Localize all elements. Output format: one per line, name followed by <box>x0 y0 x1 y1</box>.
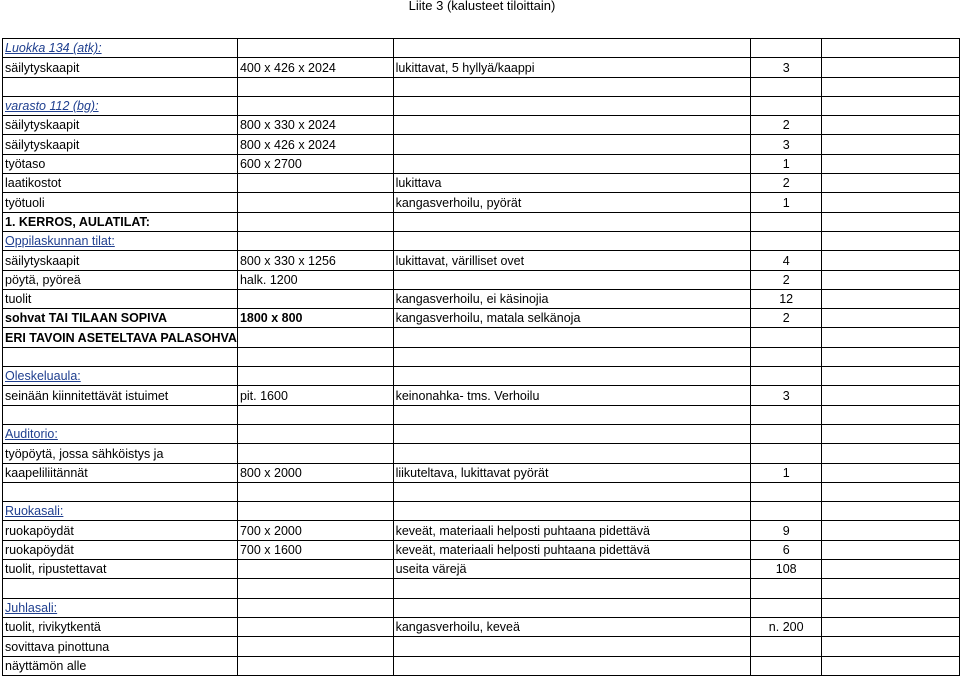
item-cell: 1. KERROS, AULATILAT: <box>3 212 238 231</box>
table-row <box>3 174 960 193</box>
quantity-cell: 9 <box>751 521 822 540</box>
notes-cell <box>393 77 751 96</box>
item-cell: Juhlasali: <box>3 598 238 617</box>
empty-cell <box>822 424 960 443</box>
empty-cell <box>822 347 960 366</box>
notes-cell <box>393 154 751 173</box>
dimensions-cell <box>237 579 393 598</box>
quantity-cell <box>751 444 822 463</box>
item-cell: näyttämön alle <box>3 656 238 675</box>
dimensions-cell: 700 x 2000 <box>237 521 393 540</box>
dimensions-cell: 1800 x 800 <box>237 309 393 328</box>
table-row <box>3 212 960 231</box>
notes-cell: keveät, materiaali helposti puhtaana pidettävä <box>393 521 751 540</box>
quantity-cell <box>751 39 822 58</box>
dimensions-cell: pit. 1600 <box>237 386 393 405</box>
table-row <box>3 637 960 656</box>
empty-cell <box>822 637 960 656</box>
dimensions-cell <box>237 39 393 58</box>
notes-cell <box>393 39 751 58</box>
empty-cell <box>822 386 960 405</box>
item-cell: pöytä, pyöreä <box>3 270 238 289</box>
dimensions-cell <box>237 96 393 115</box>
item-cell: säilytyskaapit <box>3 58 238 77</box>
quantity-cell: 3 <box>751 135 822 154</box>
quantity-cell <box>751 96 822 115</box>
notes-cell <box>393 328 751 347</box>
quantity-cell <box>751 328 822 347</box>
empty-cell <box>822 482 960 501</box>
empty-cell <box>822 212 960 231</box>
dimensions-cell <box>237 637 393 656</box>
quantity-cell: 2 <box>751 174 822 193</box>
quantity-cell: 12 <box>751 289 822 308</box>
quantity-cell: 6 <box>751 540 822 559</box>
dimensions-cell <box>237 289 393 308</box>
empty-cell <box>822 58 960 77</box>
table-row <box>3 598 960 617</box>
empty-cell <box>822 328 960 347</box>
empty-cell <box>822 96 960 115</box>
notes-cell: kangasverhoilu, ei käsinojia <box>393 289 751 308</box>
notes-cell: kangasverhoilu, matala selkänoja <box>393 309 751 328</box>
notes-cell <box>393 502 751 521</box>
empty-cell <box>822 656 960 675</box>
item-cell <box>3 579 238 598</box>
quantity-cell <box>751 212 822 231</box>
item-cell: sovittava pinottuna <box>3 637 238 656</box>
item-cell: Luokka 134 (atk): <box>3 39 238 58</box>
notes-cell <box>393 135 751 154</box>
dimensions-cell: 800 x 2000 <box>237 463 393 482</box>
notes-cell <box>393 212 751 231</box>
dimensions-cell <box>237 444 393 463</box>
furniture-table-body <box>3 39 960 676</box>
dimensions-cell: 800 x 330 x 2024 <box>237 116 393 135</box>
item-cell <box>3 405 238 424</box>
table-row <box>3 347 960 366</box>
notes-cell: useita värejä <box>393 560 751 579</box>
empty-cell <box>822 598 960 617</box>
notes-cell <box>393 270 751 289</box>
empty-cell <box>822 270 960 289</box>
dimensions-cell: 800 x 330 x 1256 <box>237 251 393 270</box>
empty-cell <box>822 174 960 193</box>
dimensions-cell <box>237 424 393 443</box>
notes-cell <box>393 424 751 443</box>
quantity-cell <box>751 367 822 386</box>
quantity-cell: 4 <box>751 251 822 270</box>
dimensions-cell <box>237 482 393 501</box>
notes-cell <box>393 367 751 386</box>
empty-cell <box>822 540 960 559</box>
notes-cell: kangasverhoilu, pyörät <box>393 193 751 212</box>
quantity-cell <box>751 347 822 366</box>
notes-cell: kangasverhoilu, keveä <box>393 617 751 636</box>
empty-cell <box>822 309 960 328</box>
item-cell: Oleskeluaula: <box>3 367 238 386</box>
empty-cell <box>822 367 960 386</box>
item-cell: ERI TAVOIN ASETELTAVA PALASOHVA <box>3 328 238 347</box>
table-row <box>3 77 960 96</box>
empty-cell <box>822 521 960 540</box>
quantity-cell: 1 <box>751 463 822 482</box>
notes-cell <box>393 579 751 598</box>
table-row <box>3 482 960 501</box>
notes-cell: keveät, materiaali helposti puhtaana pidettävä <box>393 540 751 559</box>
table-row <box>3 289 960 308</box>
item-cell: työpöytä, jossa sähköistys ja <box>3 444 238 463</box>
table-row <box>3 521 960 540</box>
item-cell: ruokapöydät <box>3 540 238 559</box>
table-row <box>3 193 960 212</box>
table-row <box>3 463 960 482</box>
item-cell: laatikostot <box>3 174 238 193</box>
dimensions-cell <box>237 598 393 617</box>
notes-cell <box>393 405 751 424</box>
empty-cell <box>822 231 960 250</box>
quantity-cell: 3 <box>751 386 822 405</box>
item-cell <box>3 347 238 366</box>
table-row <box>3 540 960 559</box>
table-row <box>3 617 960 636</box>
empty-cell <box>822 502 960 521</box>
table-row <box>3 405 960 424</box>
table-row <box>3 444 960 463</box>
notes-cell <box>393 637 751 656</box>
furniture-table <box>2 38 960 676</box>
table-row <box>3 39 960 58</box>
item-cell: sohvat TAI TILAAN SOPIVA <box>3 309 238 328</box>
quantity-cell: 1 <box>751 193 822 212</box>
item-cell: tuolit, ripustettavat <box>3 560 238 579</box>
quantity-cell <box>751 405 822 424</box>
empty-cell <box>822 289 960 308</box>
table-row <box>3 560 960 579</box>
table-row <box>3 424 960 443</box>
dimensions-cell <box>237 174 393 193</box>
dimensions-cell: 800 x 426 x 2024 <box>237 135 393 154</box>
dimensions-cell <box>237 193 393 212</box>
notes-cell: lukittava <box>393 174 751 193</box>
dimensions-cell: 600 x 2700 <box>237 154 393 173</box>
item-cell: säilytyskaapit <box>3 251 238 270</box>
item-cell <box>3 482 238 501</box>
dimensions-cell <box>237 328 393 347</box>
table-row <box>3 270 960 289</box>
item-cell: Auditorio: <box>3 424 238 443</box>
empty-cell <box>822 560 960 579</box>
notes-cell <box>393 96 751 115</box>
notes-cell <box>393 482 751 501</box>
dimensions-cell <box>237 77 393 96</box>
notes-cell: liikuteltava, lukittavat pyörät <box>393 463 751 482</box>
item-cell: työtuoli <box>3 193 238 212</box>
quantity-cell: 2 <box>751 116 822 135</box>
item-cell: tuolit <box>3 289 238 308</box>
dimensions-cell <box>237 617 393 636</box>
notes-cell: lukittavat, värilliset ovet <box>393 251 751 270</box>
quantity-cell <box>751 656 822 675</box>
item-cell: varasto 112 (bg): <box>3 96 238 115</box>
dimensions-cell: 400 x 426 x 2024 <box>237 58 393 77</box>
item-cell: ruokapöydät <box>3 521 238 540</box>
dimensions-cell <box>237 560 393 579</box>
dimensions-cell <box>237 231 393 250</box>
table-row <box>3 96 960 115</box>
item-cell <box>3 77 238 96</box>
quantity-cell <box>751 502 822 521</box>
quantity-cell <box>751 637 822 656</box>
empty-cell <box>822 116 960 135</box>
empty-cell <box>822 463 960 482</box>
table-row <box>3 386 960 405</box>
page-title: Liite 3 (kalusteet tiloittain) <box>408 0 556 13</box>
dimensions-cell <box>237 656 393 675</box>
notes-cell <box>393 347 751 366</box>
empty-cell <box>822 39 960 58</box>
item-cell: työtaso <box>3 154 238 173</box>
quantity-cell: n. 200 <box>751 617 822 636</box>
notes-cell <box>393 444 751 463</box>
item-cell: säilytyskaapit <box>3 135 238 154</box>
table-row <box>3 135 960 154</box>
empty-cell <box>822 154 960 173</box>
notes-cell <box>393 598 751 617</box>
table-row <box>3 116 960 135</box>
dimensions-cell <box>237 212 393 231</box>
item-cell: Ruokasali: <box>3 502 238 521</box>
quantity-cell <box>751 231 822 250</box>
quantity-cell: 2 <box>751 270 822 289</box>
empty-cell <box>822 617 960 636</box>
item-cell: kaapeliliitännät <box>3 463 238 482</box>
quantity-cell <box>751 77 822 96</box>
quantity-cell: 3 <box>751 58 822 77</box>
dimensions-cell: 700 x 1600 <box>237 540 393 559</box>
quantity-cell <box>751 482 822 501</box>
quantity-cell <box>751 424 822 443</box>
item-cell: säilytyskaapit <box>3 116 238 135</box>
notes-cell: lukittavat, 5 hyllyä/kaappi <box>393 58 751 77</box>
notes-cell <box>393 116 751 135</box>
table-row <box>3 251 960 270</box>
table-row <box>3 579 960 598</box>
table-row <box>3 502 960 521</box>
notes-cell: keinonahka- tms. Verhoilu <box>393 386 751 405</box>
dimensions-cell <box>237 367 393 386</box>
item-cell: Oppilaskunnan tilat: <box>3 231 238 250</box>
dimensions-cell <box>237 347 393 366</box>
quantity-cell <box>751 579 822 598</box>
table-row <box>3 367 960 386</box>
dimensions-cell <box>237 502 393 521</box>
item-cell: seinään kiinnitettävät istuimet <box>3 386 238 405</box>
quantity-cell <box>751 598 822 617</box>
empty-cell <box>822 135 960 154</box>
notes-cell <box>393 231 751 250</box>
empty-cell <box>822 405 960 424</box>
quantity-cell: 2 <box>751 309 822 328</box>
dimensions-cell <box>237 405 393 424</box>
table-row <box>3 231 960 250</box>
dimensions-cell: halk. 1200 <box>237 270 393 289</box>
empty-cell <box>822 579 960 598</box>
table-row <box>3 328 960 347</box>
table-row <box>3 656 960 675</box>
empty-cell <box>822 193 960 212</box>
quantity-cell: 108 <box>751 560 822 579</box>
empty-cell <box>822 251 960 270</box>
quantity-cell: 1 <box>751 154 822 173</box>
table-row <box>3 154 960 173</box>
notes-cell <box>393 656 751 675</box>
empty-cell <box>822 77 960 96</box>
item-cell: tuolit, rivikytkentä <box>3 617 238 636</box>
table-row <box>3 309 960 328</box>
empty-cell <box>822 444 960 463</box>
table-row <box>3 58 960 77</box>
